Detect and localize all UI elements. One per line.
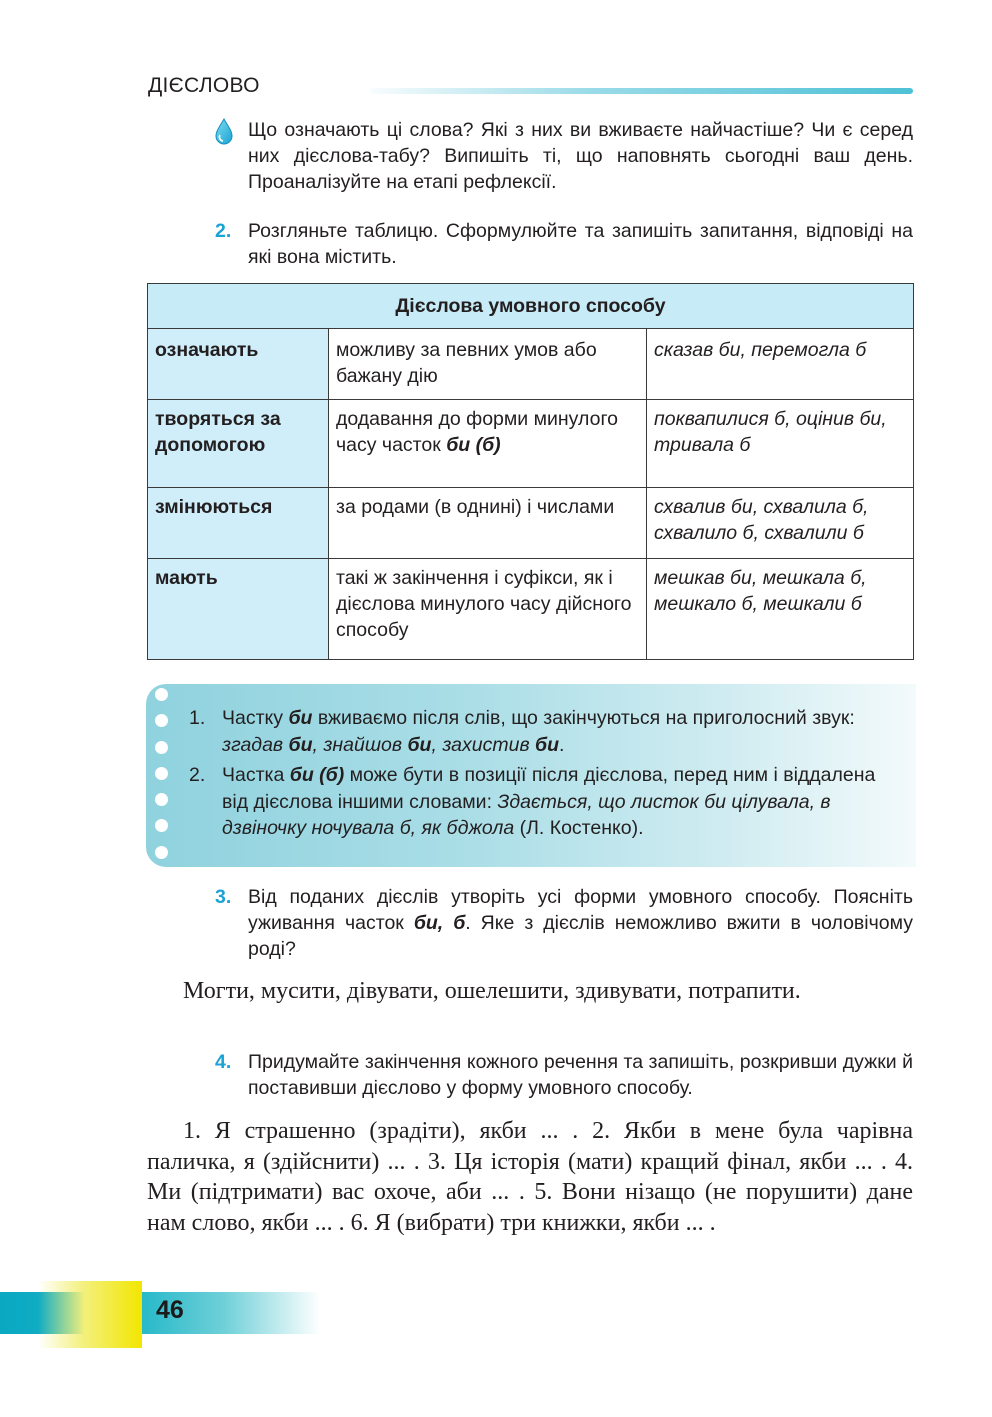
- table-row-description: за родами (в однині) і числами: [329, 488, 647, 559]
- table-row-label: означають: [148, 329, 329, 400]
- table-row: [148, 400, 914, 488]
- rule-1-number: 1.: [189, 707, 206, 729]
- footer-yellow-accent: [38, 1281, 142, 1348]
- task-2-number: 2.: [215, 220, 232, 242]
- task-2-text: Розгляньте таблицю. Сформулюйте та запишіть запитання, відповіді на які вона містить.: [248, 220, 913, 268]
- table-row-description: такі ж закінчення і суфікси, як і дієслова минулого часу дійсного способу: [329, 559, 647, 660]
- table-row-label: творяться за допомогою: [148, 400, 329, 488]
- task-3-number: 3.: [215, 886, 232, 908]
- task-intro-text: Що означають ці слова? Які з них ви вживаєте найчастіше? Чи є серед них дієслова-табу? Випишіть ті, що наповнять сьогодні ваш день. Проаналізуйте на етапі рефлексії.: [248, 119, 913, 193]
- dot-icon: [155, 767, 168, 780]
- table-row-examples: мешкав би, мешкала б, мешкало б, мешкали б: [647, 559, 914, 660]
- task-4-number: 4.: [215, 1051, 232, 1073]
- dot-icon: [155, 819, 168, 832]
- chapter-title: ДІЄСЛОВО: [148, 74, 260, 97]
- dot-icon: [155, 793, 168, 806]
- exercise-3-words: Могти, мусити, дівувати, ошелешити, здивувати, потрапити.: [183, 978, 801, 1004]
- exercise-4-sentences: 1. Я страшенно (зрадіти), якби ... . 2. Якби в мене була чарівна паличка, я (здійснити) ... . 3. Ця історія (мати) кращий фінал, якби ... . 4. Ми (підтримати) вас охоче, аби ... . 5. Вони нізащо (не порушити) дане нам слово, якби ... . 6. Я (вибрати) три книжки, якби ... .: [147, 1118, 913, 1236]
- rules-dot-column: [155, 688, 169, 872]
- dot-icon: [155, 741, 168, 754]
- table-row: [148, 559, 914, 660]
- rule-2-number: 2.: [189, 764, 206, 786]
- dot-icon: [155, 714, 168, 727]
- water-drop-icon: [214, 118, 234, 146]
- table-title: Дієслова умовного способу: [148, 284, 914, 329]
- table-row-label: змінюються: [148, 488, 329, 559]
- page-number: 46: [156, 1296, 184, 1324]
- conditional-mood-table: [147, 283, 914, 660]
- task-4-text: Придумайте закінчення кожного речення та запишіть, розкривши дужки й поставивши дієслово у форму умовного способу.: [248, 1051, 913, 1099]
- table-row-examples: схвалив би, схвалила б, схвалило б, схвалили б: [647, 488, 914, 559]
- rule-2-text: Частка би (б) може бути в позиції після дієслова, перед ним і віддалена від дієслова іншими словами: Здається, що листок би цілувала, в дзвіночку ночувала б, як бджола (Л. Костенко).: [222, 764, 876, 839]
- table-row-examples: поквапилися б, оцінив би, тривала б: [647, 400, 914, 488]
- table-row-description: додавання до форми минулого часу часток би (б): [329, 400, 647, 488]
- table-row: [148, 329, 914, 400]
- table-row-examples: сказав би, перемогла б: [647, 329, 914, 400]
- table-row-label: мають: [148, 559, 329, 660]
- dot-icon: [155, 688, 168, 701]
- table-header-row: [148, 284, 914, 329]
- task-3-text: Від поданих дієслів утворіть усі форми умовного способу. Поясніть уживання часток би, б. Яке з дієслів неможливо вжити в чоловічому роді?: [248, 886, 913, 960]
- dot-icon: [155, 846, 168, 859]
- header-decoration-line: [370, 88, 913, 94]
- table-row-description: можливу за певних умов або бажану дію: [329, 329, 647, 400]
- table-row: [148, 488, 914, 559]
- rule-1-text: Частку би вживаємо після слів, що закінчуються на приголосний звук: згадав би, знайшов би, захистив би.: [222, 707, 855, 756]
